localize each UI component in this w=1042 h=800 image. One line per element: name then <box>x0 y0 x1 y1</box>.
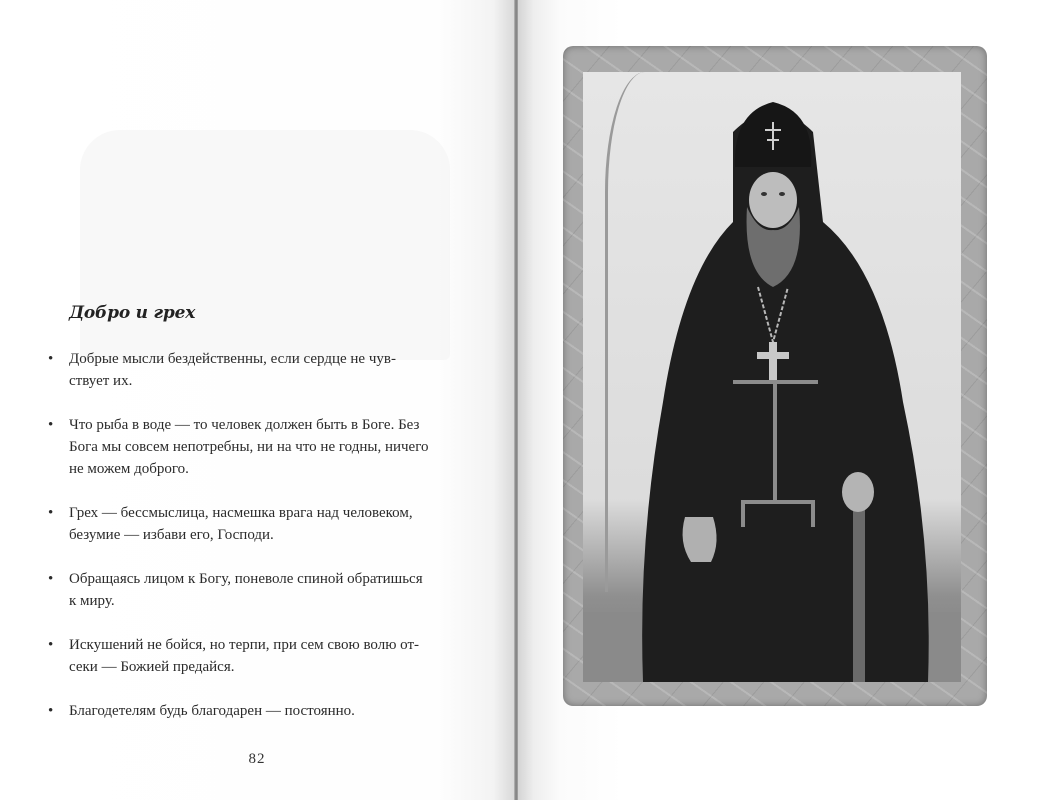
portrait-photo <box>563 46 987 706</box>
quote-line: Что рыба в воде — то человек должен быть в Боге. Без <box>69 417 420 433</box>
face <box>749 172 797 228</box>
bullet-icon: • <box>48 417 54 433</box>
bullet-icon: • <box>48 571 54 587</box>
quote-line: Обращаясь лицом к Богу, поневоле спиной обратишься <box>69 571 423 587</box>
bleed-through-shape <box>80 130 450 360</box>
quote-item <box>48 348 476 392</box>
quote-item <box>48 502 476 546</box>
walking-staff <box>853 492 865 682</box>
bullet-icon: • <box>48 351 54 367</box>
quote-item <box>48 634 476 678</box>
quote-line: безумие — избави его, Господи. <box>69 527 274 543</box>
portrait-photo-icon <box>583 72 961 682</box>
bullet-icon: • <box>48 505 54 521</box>
bullet-icon: • <box>48 637 54 653</box>
page-number: 82 <box>248 751 266 767</box>
eye <box>779 192 785 196</box>
right-hand <box>842 472 874 512</box>
quote-item <box>48 568 476 612</box>
quote-line: Благодетелям будь благодарен — постоянно. <box>69 703 355 719</box>
eye <box>761 192 767 196</box>
quote-line: Грех — бессмыслица, насмешка врага над человеком, <box>69 505 413 521</box>
left-page <box>0 0 514 800</box>
quote-line: Бога мы совсем непотребны, ни на что не годны, ничего <box>69 439 429 455</box>
quote-line: Добрые мысли бездейственны, если сердце не чув- <box>69 351 396 367</box>
section-heading: Добро и грех <box>69 303 196 323</box>
photo-image <box>583 72 961 682</box>
quote-item <box>48 700 476 722</box>
quote-line: ствует их. <box>69 373 133 389</box>
left-hand <box>683 517 717 562</box>
quote-line: к миру. <box>69 593 115 609</box>
quote-list <box>48 348 476 744</box>
quote-line: не можем доброго. <box>69 461 189 477</box>
quote-line: секи — Божией предайся. <box>69 659 235 675</box>
quote-item <box>48 414 476 480</box>
quote-line: Искушений не бойся, но терпи, при сем свою волю от- <box>69 637 420 653</box>
bullet-icon: • <box>48 703 54 719</box>
